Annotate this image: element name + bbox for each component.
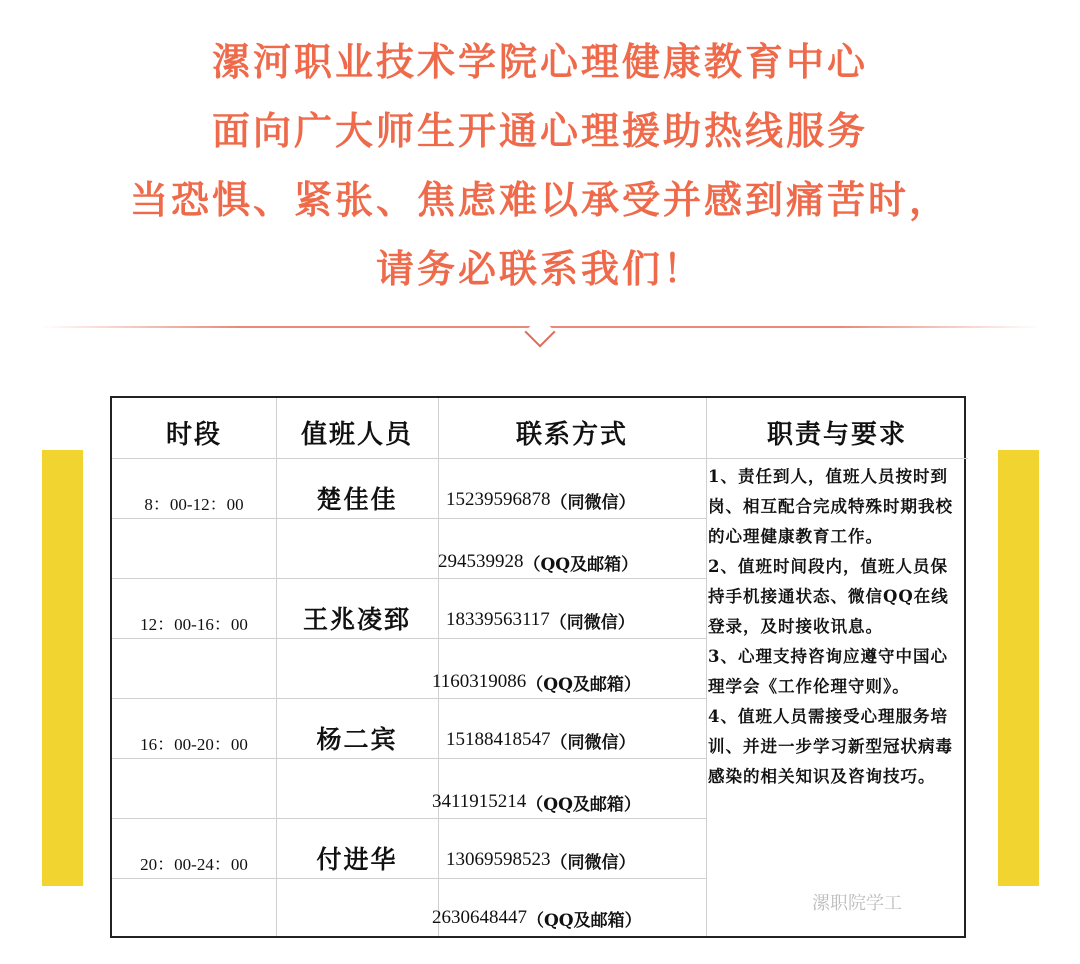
left-decor-bar	[42, 450, 83, 886]
time-slot: 8：00-12：00	[144, 494, 244, 514]
header-time: 时段	[165, 419, 222, 450]
time-slot: 12：00-16：00	[140, 614, 248, 634]
grid-line	[706, 458, 968, 459]
right-decor-bar	[998, 450, 1039, 886]
qq-number: 3411915214	[432, 791, 527, 812]
qq-tag: （QQ及邮箱）	[526, 794, 641, 815]
phone-tag: （同微信）	[550, 852, 636, 873]
phone-number: 18339563117	[446, 609, 550, 630]
staff-name: 杨二宾	[316, 725, 398, 754]
grid-line	[112, 458, 706, 459]
heading-line-3: 当恐惧、紧张、焦虑难以承受并感到痛苦时，	[129, 178, 950, 222]
duty-requirements	[708, 462, 958, 932]
duty-item: 4、值班人员需接受心理服务培训、并进一步学习新型冠状病毒感染的相关知识及咨询技巧。	[708, 707, 953, 786]
qq-number: 2630648447	[432, 907, 527, 928]
duty-item: 2、值班时间段内，值班人员保持手机接通状态、微信QQ在线登录，及时接收讯息。	[708, 557, 949, 636]
time-slot: 20：00-24：00	[140, 854, 248, 874]
phone-contact	[446, 470, 636, 530]
grid-line	[706, 398, 707, 936]
phone-contact	[446, 590, 635, 650]
duty-item: 3、心理支持咨询应遵守中国心理学会《工作伦理守则》。	[708, 647, 948, 696]
phone-tag: （同微信）	[549, 612, 635, 633]
header-duty: 职责与要求	[766, 419, 907, 450]
heading-line-2: 面向广大师生开通心理援助热线服务	[211, 109, 868, 153]
staff-name: 付进华	[316, 845, 398, 874]
qq-contact	[432, 772, 641, 832]
qq-contact	[432, 652, 641, 712]
announcement-heading	[0, 28, 1080, 304]
qq-number: 1160319086	[432, 671, 527, 692]
heading-line-4: 请务必联系我们！	[375, 247, 704, 291]
watermark: 漯职院学工	[812, 893, 902, 914]
staff-name: 楚佳佳	[316, 485, 398, 514]
qq-number: 294539928	[438, 551, 524, 572]
qq-tag: （QQ及邮箱）	[523, 554, 639, 575]
phone-number: 15188418547	[446, 729, 551, 750]
header-staff: 值班人员	[300, 419, 413, 450]
phone-number: 13069598523	[446, 849, 551, 870]
qq-tag: （QQ及邮箱）	[526, 674, 641, 695]
qq-contact	[432, 888, 642, 948]
heading-line-1: 漯河职业技术学院心理健康教育中心	[211, 40, 868, 84]
qq-contact	[438, 532, 638, 592]
qq-tag: （QQ及邮箱）	[527, 910, 642, 931]
phone-tag: （同微信）	[550, 732, 636, 753]
divider-chevron-icon	[524, 316, 555, 347]
staff-name: 王兆凌郅	[302, 605, 411, 634]
duty-schedule-table	[110, 396, 966, 938]
phone-number: 15239596878	[446, 489, 551, 510]
time-slot: 16：00-20：00	[140, 734, 248, 754]
phone-contact	[446, 830, 636, 890]
duty-item: 1、责任到人，值班人员按时到岗、相互配合完成特殊时期我校的心理健康教育工作。	[708, 467, 953, 546]
phone-tag: （同微信）	[550, 492, 636, 513]
phone-contact	[446, 710, 636, 770]
header-contact: 联系方式	[515, 419, 628, 450]
